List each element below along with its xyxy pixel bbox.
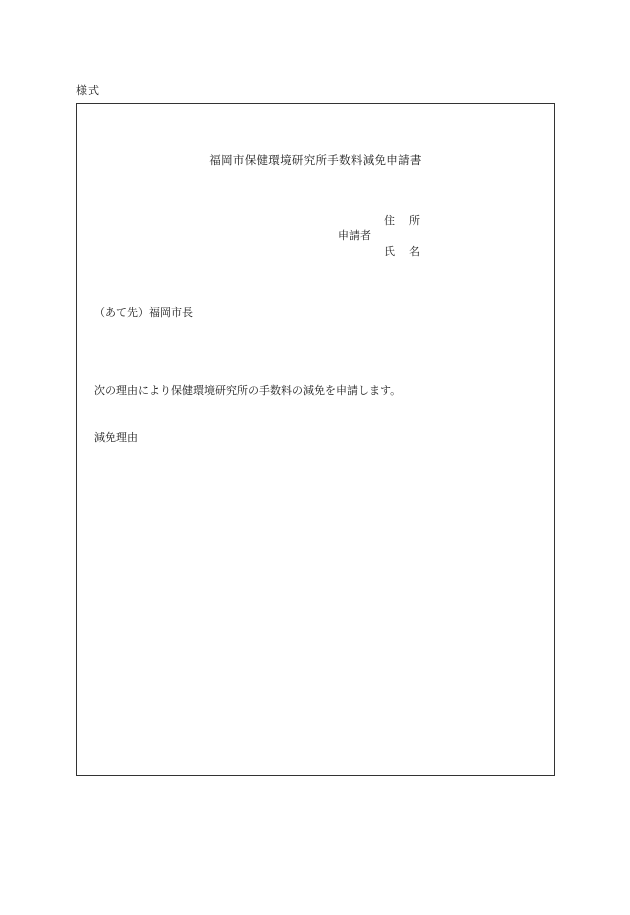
application-form-frame (76, 103, 555, 776)
reduction-reason-label: 減免理由 (94, 431, 138, 444)
application-statement: 次の理由により保健環境研究所の手数料の減免を申請します。 (94, 384, 402, 397)
document-title: 福岡市保健環境研究所手数料減免申請書 (209, 153, 422, 167)
name-label-char-1: 氏 (384, 245, 395, 258)
address-label-char-2: 所 (409, 214, 420, 227)
addressee-line: （あて先）福岡市長 (94, 306, 193, 319)
address-field-label (384, 212, 420, 228)
name-field-label (384, 243, 420, 259)
applicant-role-label: 申請者 (338, 229, 371, 242)
address-label-char-1: 住 (384, 214, 395, 227)
form-label: 様式 (76, 84, 100, 97)
name-label-char-2: 名 (409, 245, 420, 258)
